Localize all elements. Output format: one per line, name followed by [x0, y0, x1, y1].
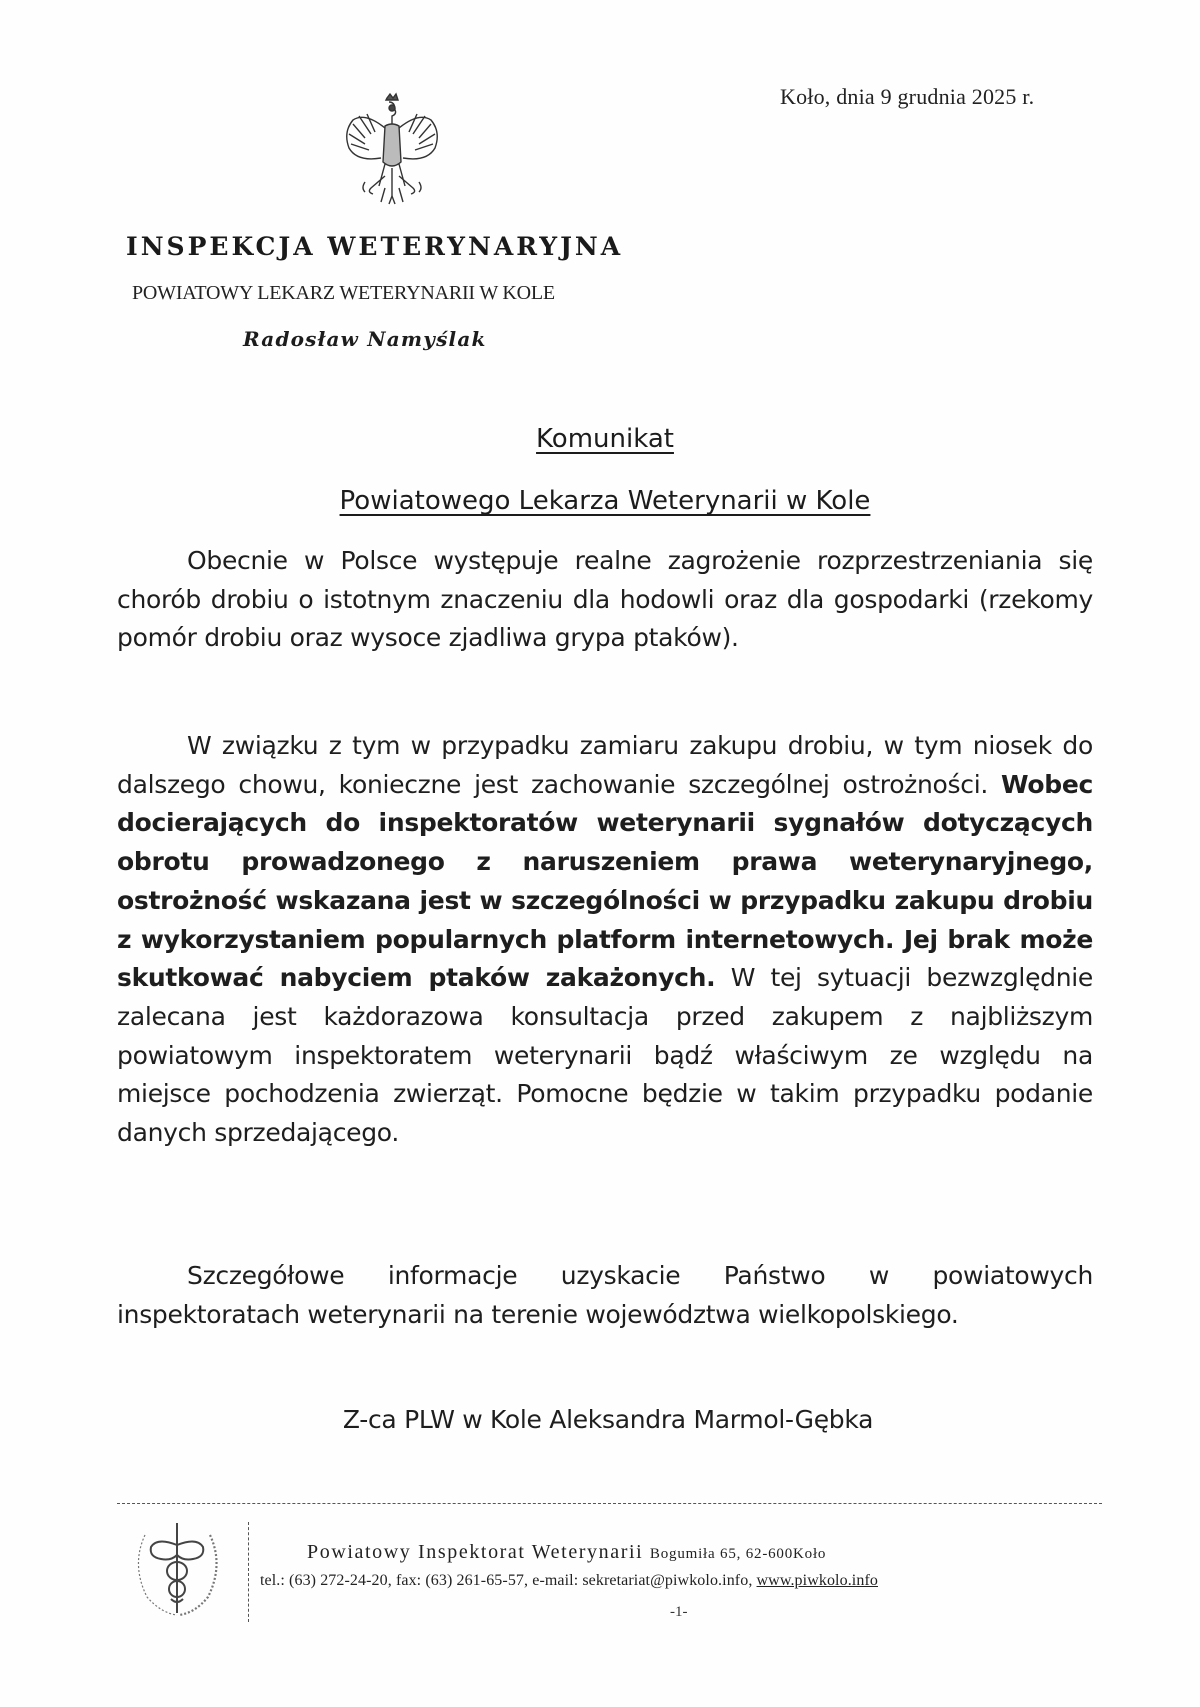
- caduceus-wreath-logo-icon: [125, 1515, 230, 1620]
- footer-address: Bogumiła 65, 62-600Koło: [649, 1546, 827, 1562]
- footer-institution-name: Powiatowy Inspektorat Weterynarii: [307, 1541, 644, 1563]
- paragraph-text: [117, 727, 1093, 1153]
- polish-eagle-emblem-icon: [335, 92, 450, 212]
- paragraph-intro: W związku z tym w przypadku zamiaru zakupu drobiu, w tym niosek do dalszego chowu, konieczne jest zachowanie szczególnej ostrożności.: [117, 731, 1093, 799]
- organization-title: INSPEKCJA WETERYNARYJNA: [126, 232, 624, 261]
- paragraph-outro: W tej sytuacji bezwzględnie zalecana jest każdorazowa konsultacja przed zakupem z najbliższym powiatowym inspektoratem weterynarii bądź właściwym ze względu na miejsce pochodzenia zwierząt. Pomocne będzie w takim przypadku podanie danych sprzedającego.: [117, 963, 1093, 1148]
- footer-institution-line: [307, 1541, 826, 1564]
- document-date: Koło, dnia 9 grudnia 2025 r.: [780, 84, 1035, 109]
- footer-divider: [117, 1503, 1102, 1504]
- signature: Z-ca PLW w Kole Aleksandra Marmol-Gębka: [342, 1405, 874, 1434]
- organization-head-name: Radosław Namyślak: [243, 327, 487, 351]
- page-number: -1-: [670, 1604, 688, 1620]
- body-paragraph-3: [117, 1257, 1093, 1334]
- paragraph-bold-warning: Wobec docierających do inspektoratów weterynarii sygnałów dotyczących obrotu prowadzonego z naruszeniem prawa weterynaryjnego, ostrożność wskazana jest w szczególności w przypadku zakupu drobiu z wykorzystaniem popularnych platform internetowych. Jej brak może skutkować nabyciem ptaków zakażonych.: [117, 769, 1093, 993]
- organization-subtitle: POWIATOWY LEKARZ WETERYNARII W KOLE: [132, 282, 555, 304]
- title-line-1: Komunikat: [536, 424, 674, 454]
- paragraph-text: Obecnie w Polsce występuje realne zagrożenie rozprzestrzeniania się chorób drobiu o istotnym znaczeniu dla hodowli oraz dla gospodarki (rzekomy pomór drobiu oraz wysoce zjadliwa grypa ptaków).: [117, 546, 1093, 653]
- body-paragraph-1: [117, 542, 1093, 658]
- document-subtitle: [5, 486, 1200, 516]
- footer-contact-line: [260, 1572, 878, 1590]
- footer-contact-details: tel.: (63) 272-24-20, fax: (63) 261-65-57, e-mail: sekretariat@piwkolo.info,: [260, 1572, 757, 1589]
- footer-vertical-divider: [248, 1522, 249, 1622]
- body-paragraph-2: [117, 727, 1093, 1153]
- paragraph-text: Szczegółowe informacje uzyskacie Państwo w powiatowych inspektoratach weterynarii na terenie województwa wielkopolskiego.: [117, 1261, 1093, 1329]
- title-line-2: Powiatowego Lekarza Weterynarii w Kole: [339, 486, 871, 516]
- footer-website-link[interactable]: www.piwkolo.info: [756, 1572, 878, 1589]
- document-title: [5, 424, 1200, 454]
